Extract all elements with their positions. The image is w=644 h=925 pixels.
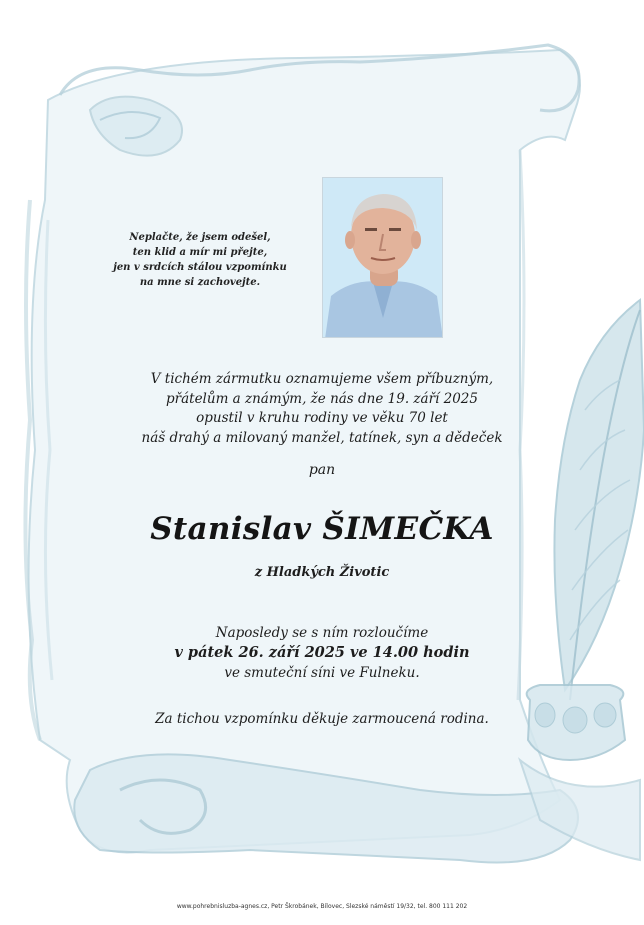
portrait-photo xyxy=(322,177,443,338)
funeral-service-footer: www.pohrebnisluzba-agnes.cz, Petr Škrobánek, Bílovec, Slezské náměstí 19/32, tel. 800 111 202 xyxy=(176,903,468,910)
family-thanks: Za tichou vzpomínku děkuje zarmoucená rodina. xyxy=(155,711,489,727)
announcement-text: V tichém zármutku oznamujeme všem příbuzným, přátelům a známým, že nás dne 19. září 2025 opustil v kruhu rodiny ve věku 70 let náš drahý a milovaný manžel, tatínek, syn a dědeček xyxy=(141,371,503,446)
deceased-name: Stanislav ŠIMEČKA xyxy=(150,511,494,547)
honorific-title: pan xyxy=(308,462,336,478)
funeral-place: ve smuteční síni ve Fulneku. xyxy=(224,665,420,681)
memorial-verse: Neplačte, že jsem odešel, ten klid a mír mi přejte, jen v srdcích stálou vzpomínku na mne si zachovejte. xyxy=(113,232,287,288)
funeral-line-1: Naposledy se s ním rozloučíme xyxy=(215,625,429,641)
scroll-sheet xyxy=(29,50,580,853)
funeral-date-time: v pátek 26. září 2025 ve 14.00 hodin xyxy=(174,644,470,661)
funeral-details xyxy=(92,623,552,683)
portrait-image xyxy=(323,178,443,338)
quill-feather xyxy=(554,300,644,690)
deceased-origin: z Hladkých Životic xyxy=(254,565,390,580)
